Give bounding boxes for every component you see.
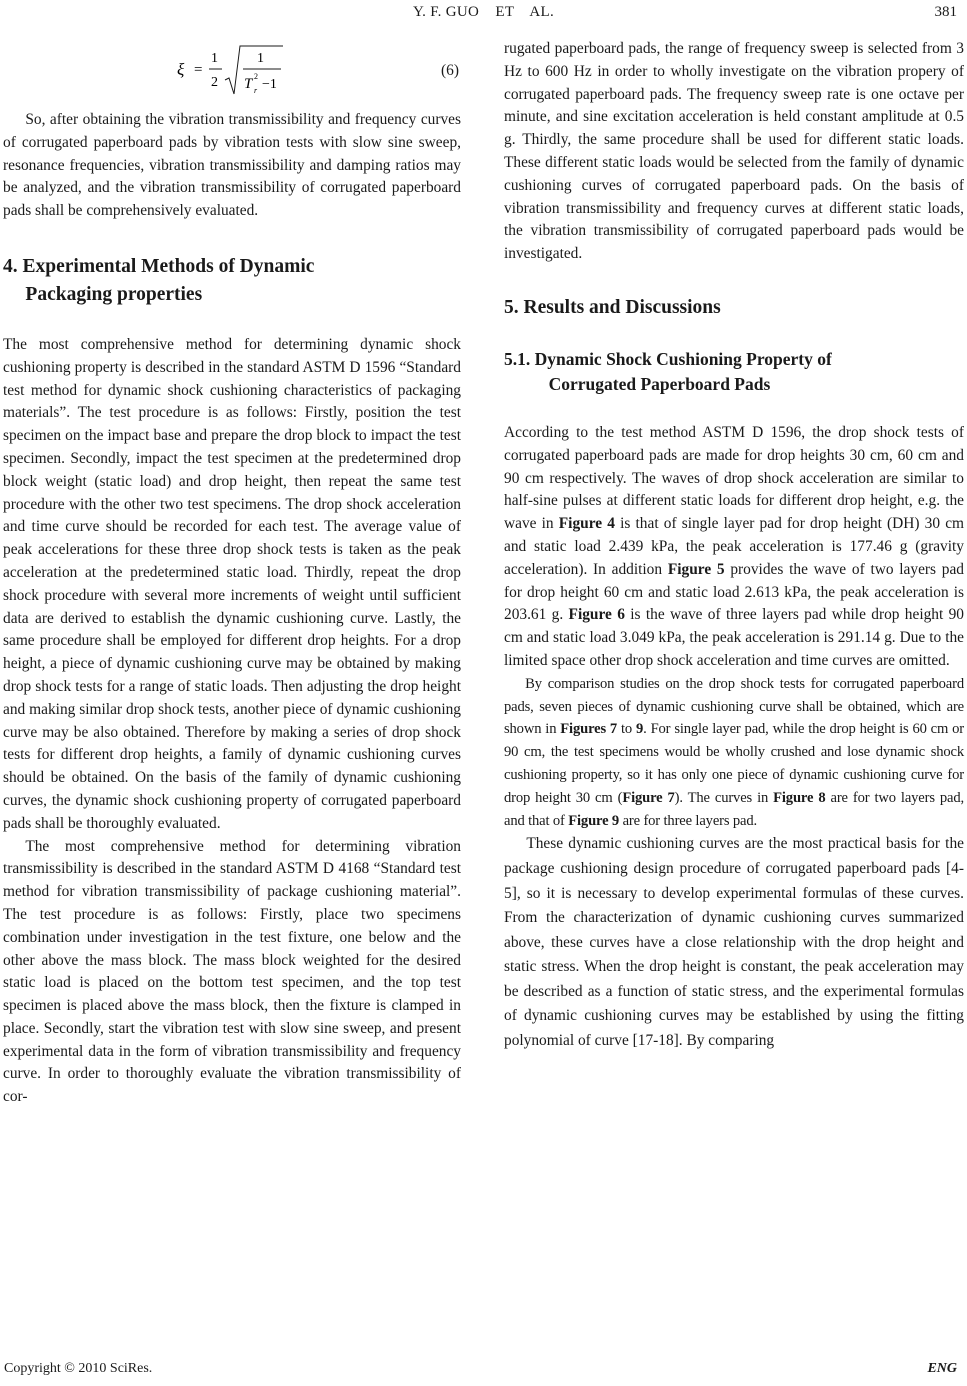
figure-5-reference[interactable]: Figure 5 <box>667 560 725 578</box>
text-run: provides the wave of two layers pad for drop height 60 cm and static load 2.613 kPa, the peak acceleration is 203.61 g. <box>504 560 965 624</box>
eq-rad-den-var: T <box>244 76 253 92</box>
header-authors: Y. F. GUO ET AL. <box>412 4 555 20</box>
eq-coef-den: 2 <box>211 75 218 90</box>
figure-4-reference[interactable]: Figure 4 <box>558 515 615 533</box>
eq-rad-den-sup: 2 <box>254 72 258 81</box>
figure-8-reference[interactable]: Figure 8 <box>773 789 826 806</box>
subsection-heading-5-1 <box>504 347 964 397</box>
paragraph-experimental-formulas: These dynamic cushioning curves are the most practical basis for the package cushioning design procedure of corrugated paperboard pads [4-5], so it is necessary to develop experimental formulas of these curves. From the characterization of dynamic cushioning curves summarized above, these curves have a close relationship with the drop height and static stress. When the drop height is constant, the peak acceleration may be described as a function of static stress, and the experimental formulas of dynamic cushioning curves may be established by using the fitting polynomial of curve [17-18]. By comparing <box>504 835 964 1050</box>
section-heading-5: 5. Results and Discussions <box>504 296 721 318</box>
figure-9-reference[interactable]: 9 <box>635 721 644 738</box>
equation-number: (6) <box>441 62 459 79</box>
section-heading-4-line1: 4. Experimental Methods of Dynamic <box>3 255 315 277</box>
eq-rad-den-sub: r <box>254 86 258 95</box>
figure-6-reference[interactable]: Figure 6 <box>568 606 625 624</box>
paragraph-astm-d4168: The most comprehensive method for determining vibration transmissibility is described in the standard ASTM D 4168 “Standard test method for vibration transmissibility of package cushioning material”. The test procedure is as follows: Firstly, place two specimens combination under investigation in the test fixture, one below and the other above the mass block. The mass block weighted for the desired static load is placed on the bottom test specimen, and the top test specimen is placed above the mass block, then the fixture is clamped in place. Secondly, start the vibration test with slow sine sweep, and present experimental data in the form of vibration transmissibility and frequency curve. In order to thoroughly evaluate the vibration transmissibility of cor- <box>3 837 461 1106</box>
left-column <box>3 38 461 1109</box>
figure-9-reference[interactable]: Figure 9 <box>568 812 620 829</box>
journal-name: ENG <box>927 1361 957 1376</box>
text-run: are for two layers pad, and that of <box>504 789 964 829</box>
eq-lhs: ξ <box>177 60 185 79</box>
text-run: are for three layers pad. <box>619 812 757 829</box>
eq-rad-num: 1 <box>257 51 264 66</box>
equation-formula <box>175 38 325 100</box>
figure-7-reference[interactable]: Figure 7 <box>622 789 675 806</box>
section-heading-4 <box>3 253 461 309</box>
copyright-notice: Copyright © 2010 SciRes. <box>4 1361 153 1376</box>
paragraph-cushioning-curves <box>504 673 964 833</box>
text-run: to <box>617 721 636 738</box>
text-run: is that of single layer pad for drop height (DH) 30 cm and static load 2.439 kPa, the peak acceleration is 177.46 g (gravity acceleration). In addition <box>504 515 965 578</box>
eq-rad-den-tail: −1 <box>262 77 277 92</box>
subsection-heading-5-1-line1: 5.1. Dynamic Shock Cushioning Property of <box>504 348 832 369</box>
figures-7-reference[interactable]: Figures 7 <box>560 721 618 738</box>
page-number: 381 <box>934 4 957 20</box>
right-column <box>504 38 964 1054</box>
paragraph-drop-shock-results <box>504 422 964 673</box>
text-run: According to the test method ASTM D 1596, the drop shock tests of corrugated paperboard pads are made for drop heights 30 cm, 60 cm and 90 cm respectively. The waves of drop shock acceleration are similar to half-sine pulses at different static loads for different drop height, e.g. the wave in <box>504 423 964 533</box>
equation-6 <box>3 38 461 100</box>
running-header <box>0 4 967 26</box>
paragraph-frequency-sweep: rugated paperboard pads, the range of frequency sweep is selected from 3 Hz to 600 Hz in order to wholly investigate on the vibration propery of corrugated paperboard pads. The frequency sweep rate is one octave per minute, and sine excitation acceleration is held constant amplitude at 0.5 g. Thirdly, the same procedure shall be used for different static loads. These different static loads would be selected from the family of dynamic cushioning curves of corrugated paperboard pads. On the basis of vibration transmissibility and frequency curves at different static loads, the vibration transmissibility of corrugated paperboard pads would be investigated. <box>504 40 964 263</box>
eq-sign: = <box>194 62 203 78</box>
subsection-heading-5-1-line2: Corrugated Paperboard Pads <box>548 373 771 394</box>
section-heading-4-line2: Packaging properties <box>25 283 203 305</box>
paragraph-vibration-summary: So, after obtaining the vibration transmissibility and frequency curves of corrugated paperboard pads by vibration tests with slow sine sweep, resonance frequencies, vibration transmissibility and damping ratios may be analyzed, and the vibration transmissibility of corrugated paperboard pads shall be comprehensively evaluated. <box>3 111 461 220</box>
text-run: ). The curves in <box>674 789 774 806</box>
eq-coef-num: 1 <box>211 51 218 66</box>
text-run: is the wave of three layers pad while drop height 90 cm and static load 3.049 kPa, the peak acceleration is 291.14 g. Due to the limited space other drop shock acceleration and time curves are omitted. <box>504 606 964 669</box>
paragraph-astm-d1596: The most comprehensive method for determining dynamic shock cushioning property is described in the standard ASTM D 1596 “Standard test method for dynamic shock cushioning characteristics of packaging materials”. The test procedure is as follows: Firstly, position the test specimen on the impact base and prepare the drop block to impact the test specimen. Secondly, impact the test specimen at the predetermined drop block weight (static load) and drop height, then repeat the same test procedure with the other two test specimens. The drop shock acceleration and time curve should be recorded for each test. The average value of peak accelerations for these three drop shock tests is taken as the peak acceleration at the predetermined static load. Thirdly, repeat the drop shock procedure with several more increments of weight until sufficient data are derived to establish the dynamic cushioning curve. Lastly, the same procedure shall be employed for different drop heights. For a drop height, a piece of dynamic cushioning curve may be obtained by making drop shock tests for a range of static loads. Then adjusting the drop height and making similar drop shock tests, another piece of dynamic cushioning curve may be also obtained. Therefore by making a series of drop shock tests for different drop heights, a family of dynamic cushioning curves should be obtained. On the basis of the family of dynamic cushioning curves, the dynamic shock cushioning property of corrugated paperboard pads shall be thoroughly evaluated. <box>3 335 461 832</box>
text-run: . For single layer pad, while the drop height is 60 cm or 90 cm, the test specimens would be wholly crushed and lose dynamic shock cushioning property, so it has only one piece of dynamic cushioning curve for drop height 30 cm ( <box>504 721 964 806</box>
text-run: By comparison studies on the drop shock tests for corrugated paperboard pads, seven pieces of dynamic cushioning curve shall be obtained, which are shown in <box>504 675 964 738</box>
